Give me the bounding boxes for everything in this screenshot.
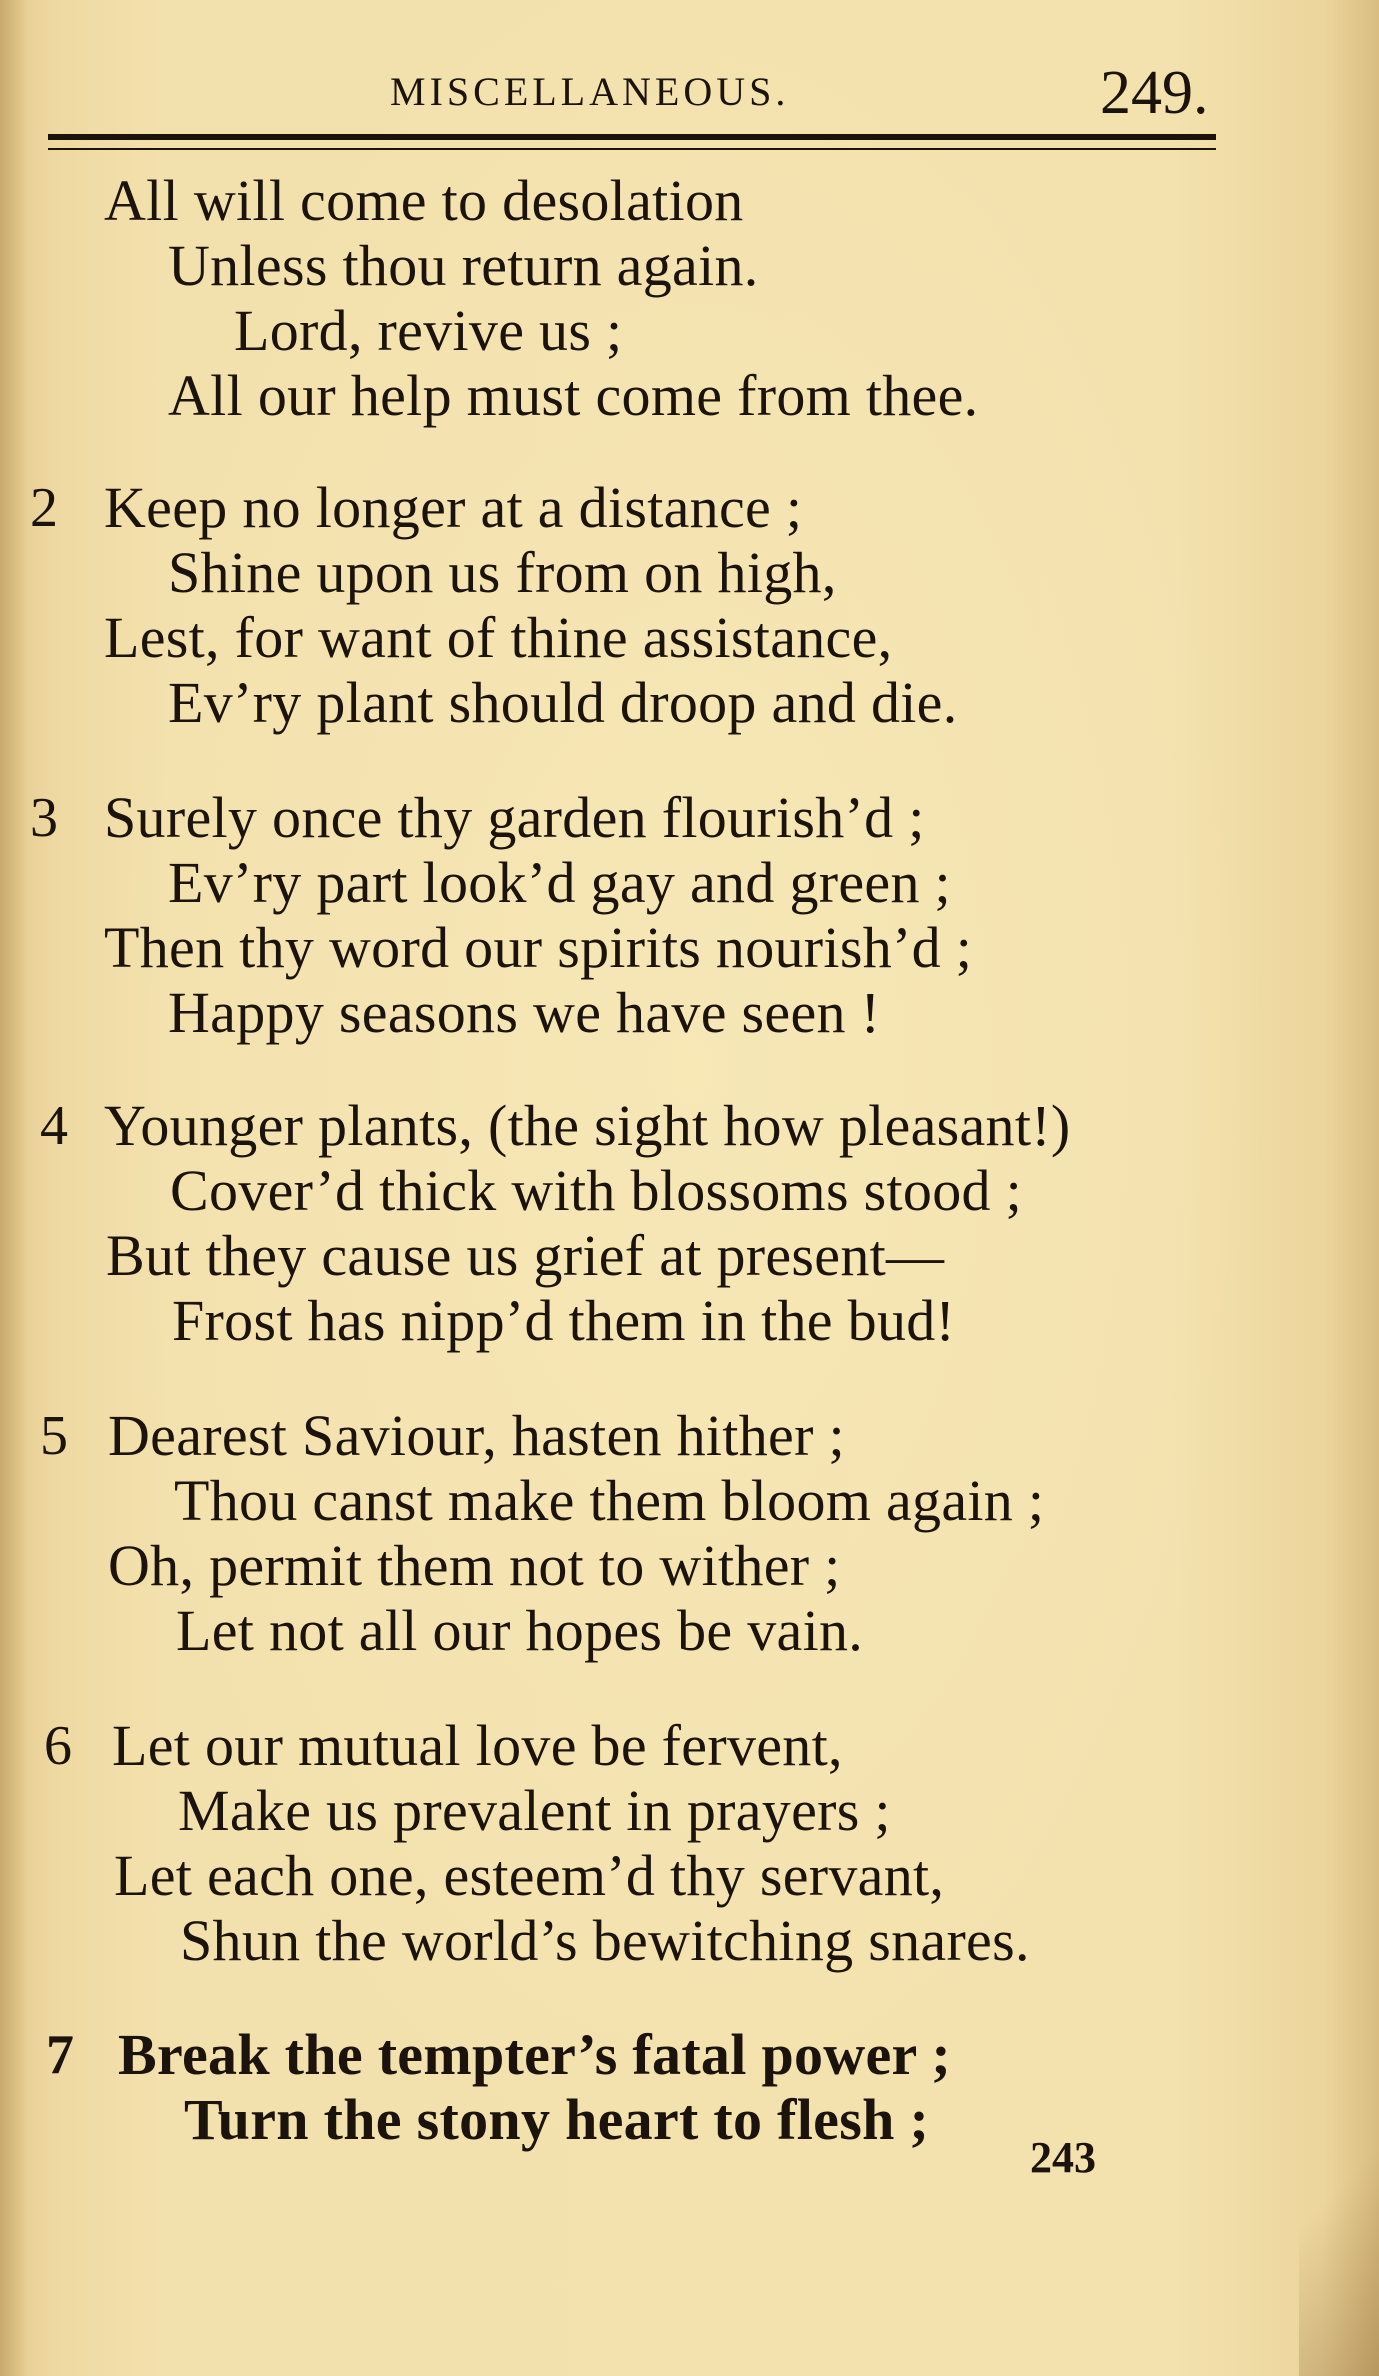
verse-line: Break the tempter’s fatal power ; <box>118 2022 951 2087</box>
verse-line: Make us prevalent in prayers ; <box>178 1778 891 1843</box>
verse-line: Ev’ry part look’d gay and green ; <box>168 850 951 915</box>
verse-number: 4 <box>40 1095 68 1157</box>
verse-number: 3 <box>30 787 58 849</box>
verse-line: Turn the stony heart to flesh ; <box>184 2087 930 2152</box>
verse-line: Ev’ry plant should droop and die. <box>168 670 958 735</box>
page-spine-shadow <box>0 0 28 2376</box>
page-number: 249. <box>1100 59 1209 127</box>
verse-number: 6 <box>44 1715 72 1777</box>
verse-line: Thou canst make them bloom again ; <box>174 1468 1045 1533</box>
verse-number: 5 <box>40 1405 68 1467</box>
verse-line: Happy seasons we have seen ! <box>168 980 881 1045</box>
intro-line-4: All our help must come from thee. <box>168 363 979 428</box>
verse-line: But they cause us grief at present— <box>106 1223 945 1288</box>
header-rule-thick <box>48 134 1216 140</box>
verse-line: Cover’d thick with blossoms stood ; <box>170 1158 1023 1223</box>
verse-line: Let our mutual love be fervent, <box>112 1713 843 1778</box>
verse-line: Shine upon us from on high, <box>168 540 837 605</box>
verse-line: Let not all our hopes be vain. <box>176 1598 864 1663</box>
verse-line: Younger plants, (the sight how pleasant!) <box>104 1093 1071 1158</box>
verse-line: Lest, for want of thine assistance, <box>104 605 893 670</box>
verse-line: Let each one, esteem’d thy servant, <box>114 1843 945 1908</box>
verse-line: Then thy word our spirits nourish’d ; <box>104 915 973 980</box>
printer-signature-mark: 243 <box>1030 2133 1096 2182</box>
intro-line-1: All will come to desolation <box>104 168 744 233</box>
verse-line: Shun the world’s bewitching snares. <box>180 1908 1030 1973</box>
verse-line: Keep no longer at a distance ; <box>104 475 803 540</box>
verse-number: 7 <box>46 2024 74 2086</box>
verse-number: 2 <box>30 477 58 539</box>
intro-line-2: Unless thou return again. <box>168 233 759 298</box>
page-header <box>0 60 1379 130</box>
running-head: MISCELLANEOUS. <box>390 69 790 114</box>
verse-line: Surely once thy garden flourish’d ; <box>104 785 925 850</box>
page-corner-shadow <box>1299 2076 1379 2376</box>
verse-line: Oh, permit them not to wither ; <box>108 1533 841 1598</box>
header-rule-thin <box>48 148 1216 150</box>
intro-line-3: Lord, revive us ; <box>234 298 623 363</box>
verse-line: Dearest Saviour, hasten hither ; <box>108 1403 845 1468</box>
verse-line: Frost has nipp’d them in the bud! <box>172 1288 956 1353</box>
